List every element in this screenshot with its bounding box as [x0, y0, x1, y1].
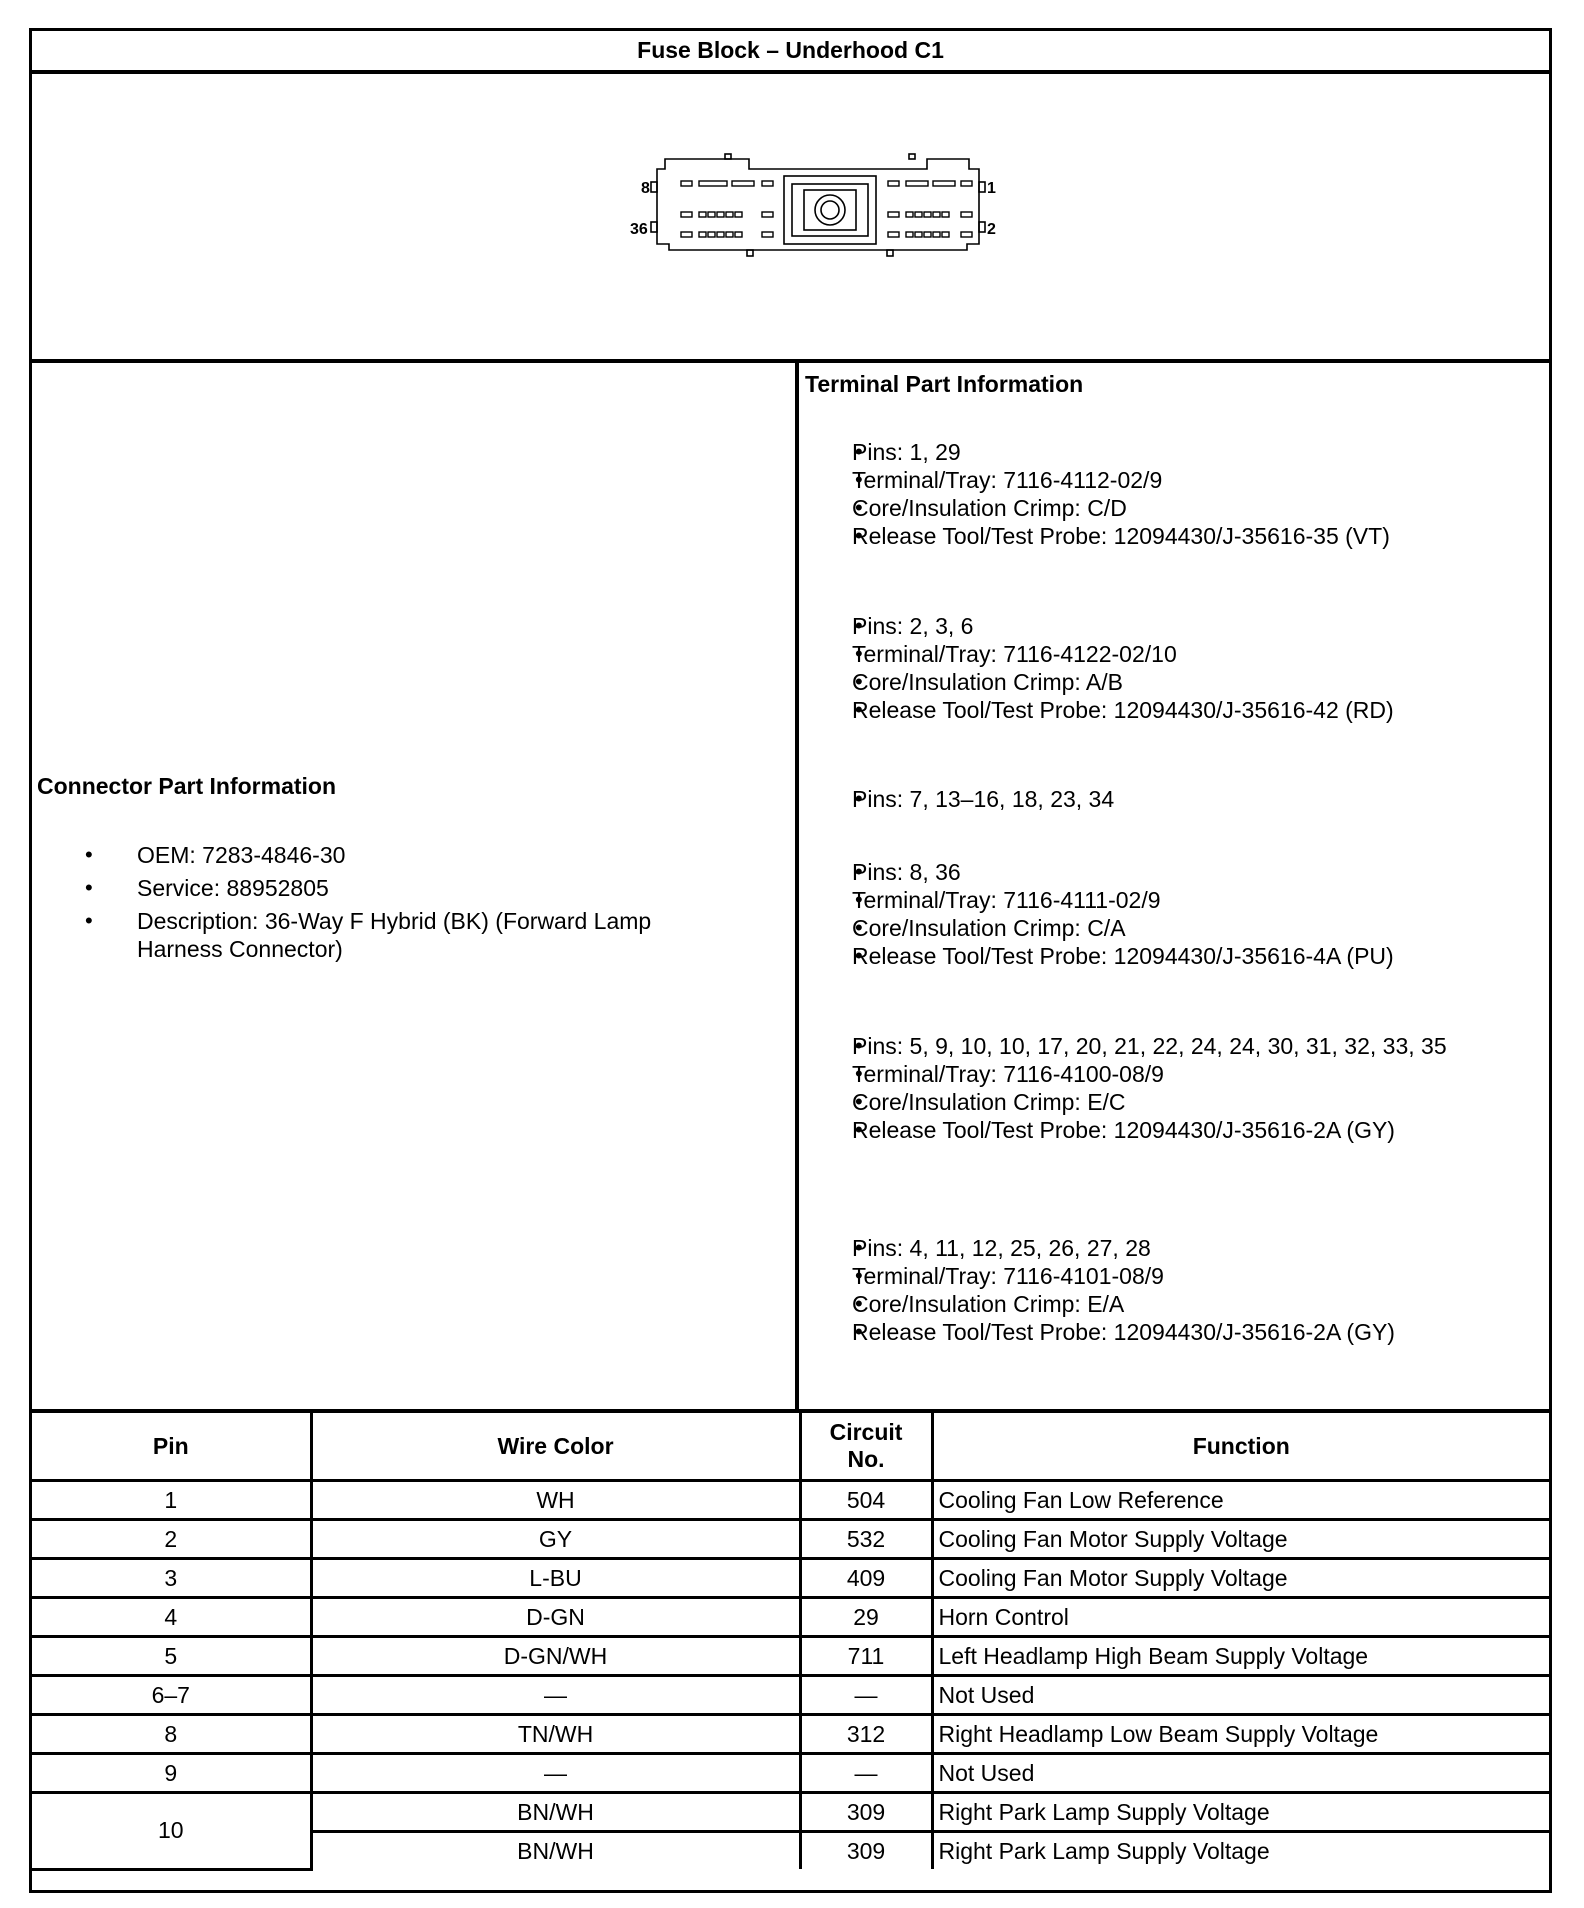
- circuit-header-line-1: Circuit: [829, 1419, 903, 1445]
- circuit-cell: 29: [800, 1598, 932, 1637]
- list-item: • Core/Insulation Crimp: E/C: [852, 1088, 1552, 1116]
- wire-color-cell: GY: [311, 1520, 800, 1559]
- list-item: • Pins: 1, 29: [852, 438, 1552, 466]
- circuit-cell: 309: [800, 1793, 932, 1832]
- terminal-info-heading: Terminal Part Information: [805, 371, 1084, 397]
- table-row: [32, 1676, 1549, 1715]
- list-item: • Release Tool/Test Probe: 12094430/J-35616-2A (GY): [852, 1318, 1552, 1346]
- table-row: [32, 1793, 1549, 1832]
- table-row: [32, 1754, 1549, 1793]
- list-item: • Release Tool/Test Probe: 12094430/J-35616-4A (PU): [852, 942, 1552, 970]
- table-row: [32, 1715, 1549, 1754]
- function-cell: Cooling Fan Motor Supply Voltage: [932, 1559, 1549, 1598]
- table-header-row: [32, 1413, 1549, 1481]
- circuit-cell: 711: [800, 1637, 932, 1676]
- center-boss-ring-outer: [815, 195, 845, 225]
- function-cell: Right Park Lamp Supply Voltage: [932, 1793, 1549, 1832]
- terminal-group: [852, 858, 1552, 970]
- list-item: • Release Tool/Test Probe: 12094430/J-35616-2A (GY): [852, 1116, 1552, 1144]
- right-cavity-block: [888, 181, 972, 237]
- pin-label-8: 8: [641, 180, 650, 197]
- terminal-group: [852, 785, 1552, 813]
- list-item: • Terminal/Tray: 7116-4111-02/9: [852, 886, 1552, 914]
- terminal-group: [852, 1032, 1552, 1144]
- pin-cell: 5: [32, 1637, 311, 1676]
- wire-color-cell: —: [311, 1676, 800, 1715]
- pin-cell: 10: [32, 1793, 311, 1870]
- list-item: • Core/Insulation Crimp: C/D: [852, 494, 1552, 522]
- function-cell: Right Park Lamp Supply Voltage: [932, 1832, 1549, 1870]
- left-latch-top: [651, 182, 657, 192]
- function-cell: Cooling Fan Motor Supply Voltage: [932, 1520, 1549, 1559]
- circuit-column-header: [800, 1413, 932, 1481]
- circuit-cell: 312: [800, 1715, 932, 1754]
- wire-color-cell: BN/WH: [311, 1832, 800, 1870]
- wire-color-cell: TN/WH: [311, 1715, 800, 1754]
- terminal-group: [852, 1234, 1552, 1346]
- connector-face-diagram: [597, 144, 1037, 284]
- function-column-header: Function: [932, 1413, 1549, 1481]
- circuit-cell: 409: [800, 1559, 932, 1598]
- list-item: • Core/Insulation Crimp: E/A: [852, 1290, 1552, 1318]
- list-item: • Pins: 7, 13–16, 18, 23, 34: [852, 785, 1552, 813]
- top-key-tab-left: [725, 154, 731, 159]
- document-title-band: [32, 31, 1549, 74]
- pin-label-2: 2: [987, 221, 996, 238]
- function-cell: Not Used: [932, 1676, 1549, 1715]
- pin-cell: 4: [32, 1598, 311, 1637]
- right-latch-top: [979, 182, 985, 192]
- wire-color-cell: BN/WH: [311, 1793, 800, 1832]
- table-row: [32, 1637, 1549, 1676]
- list-item: • Service: 88952805: [85, 874, 695, 902]
- list-item: • Pins: 2, 3, 6: [852, 612, 1552, 640]
- top-key-tab-right: [909, 154, 915, 159]
- list-item: • Pins: 5, 9, 10, 10, 17, 20, 21, 22, 24, 24, 30, 31, 32, 33, 35: [852, 1032, 1552, 1060]
- table-row: [32, 1520, 1549, 1559]
- center-boss-ring-inner: [821, 201, 839, 219]
- pin-assignment-table: [32, 1413, 1549, 1871]
- pin-cell: 1: [32, 1481, 311, 1520]
- circuit-cell: —: [800, 1754, 932, 1793]
- bottom-key-tab-right: [887, 250, 893, 256]
- list-item: • Core/Insulation Crimp: C/A: [852, 914, 1552, 942]
- right-latch-bottom: [979, 222, 985, 232]
- terminal-group: [852, 438, 1552, 550]
- list-item: • Pins: 4, 11, 12, 25, 26, 27, 28: [852, 1234, 1552, 1262]
- circuit-header-line-2: No.: [847, 1446, 885, 1472]
- function-cell: Right Headlamp Low Beam Supply Voltage: [932, 1715, 1549, 1754]
- wire-color-column-header: Wire Color: [311, 1413, 800, 1481]
- left-latch-bottom: [651, 222, 657, 232]
- circuit-cell: —: [800, 1676, 932, 1715]
- wire-color-cell: D-GN: [311, 1598, 800, 1637]
- list-item: • Terminal/Tray: 7116-4100-08/9: [852, 1060, 1552, 1088]
- pin-cell: 2: [32, 1520, 311, 1559]
- function-cell: Left Headlamp High Beam Supply Voltage: [932, 1637, 1549, 1676]
- list-item: • Terminal/Tray: 7116-4112-02/9: [852, 466, 1552, 494]
- wire-color-cell: WH: [311, 1481, 800, 1520]
- connector-info-heading: Connector Part Information: [37, 773, 337, 799]
- list-item: • Description: 36-Way F Hybrid (BK) (Forward Lamp Harness Connector): [85, 907, 695, 963]
- function-cell: Not Used: [932, 1754, 1549, 1793]
- list-item: • Terminal/Tray: 7116-4122-02/10: [852, 640, 1552, 668]
- connector-info-list: [85, 841, 695, 968]
- circuit-cell: 504: [800, 1481, 932, 1520]
- bottom-key-tab-left: [747, 250, 753, 256]
- pin-label-36: 36: [630, 221, 648, 238]
- list-item: • Core/Insulation Crimp: A/B: [852, 668, 1552, 696]
- connector-diagram-band: [32, 74, 1549, 363]
- connector-document: [29, 28, 1552, 1893]
- center-boss-frame: [804, 190, 856, 230]
- document-title: Fuse Block – Underhood C1: [637, 37, 944, 63]
- function-cell: Cooling Fan Low Reference: [932, 1481, 1549, 1520]
- pin-cell: 3: [32, 1559, 311, 1598]
- pin-label-1: 1: [987, 180, 996, 197]
- list-item: • Terminal/Tray: 7116-4101-08/9: [852, 1262, 1552, 1290]
- list-item: • OEM: 7283-4846-30: [85, 841, 695, 869]
- terminal-group: [852, 612, 1552, 724]
- pin-cell: 9: [32, 1754, 311, 1793]
- circuit-cell: 532: [800, 1520, 932, 1559]
- circuit-cell: 309: [800, 1832, 932, 1870]
- table-row: [32, 1481, 1549, 1520]
- function-cell: Horn Control: [932, 1598, 1549, 1637]
- left-cavity-block: [681, 181, 773, 237]
- wire-color-cell: D-GN/WH: [311, 1637, 800, 1676]
- list-item: • Release Tool/Test Probe: 12094430/J-35616-42 (RD): [852, 696, 1552, 724]
- wire-color-cell: —: [311, 1754, 800, 1793]
- table-row: [32, 1559, 1549, 1598]
- center-boss-outer: [784, 176, 876, 244]
- pin-cell: 8: [32, 1715, 311, 1754]
- list-item: • Pins: 8, 36: [852, 858, 1552, 886]
- pin-column-header: Pin: [32, 1413, 311, 1481]
- terminal-info-cell: [799, 363, 1549, 1409]
- list-item: • Release Tool/Test Probe: 12094430/J-35616-35 (VT): [852, 522, 1552, 550]
- wire-color-cell: L-BU: [311, 1559, 800, 1598]
- pin-cell: 6–7: [32, 1676, 311, 1715]
- connector-info-cell: [32, 363, 799, 1409]
- table-row: [32, 1598, 1549, 1637]
- part-info-band: [32, 363, 1549, 1413]
